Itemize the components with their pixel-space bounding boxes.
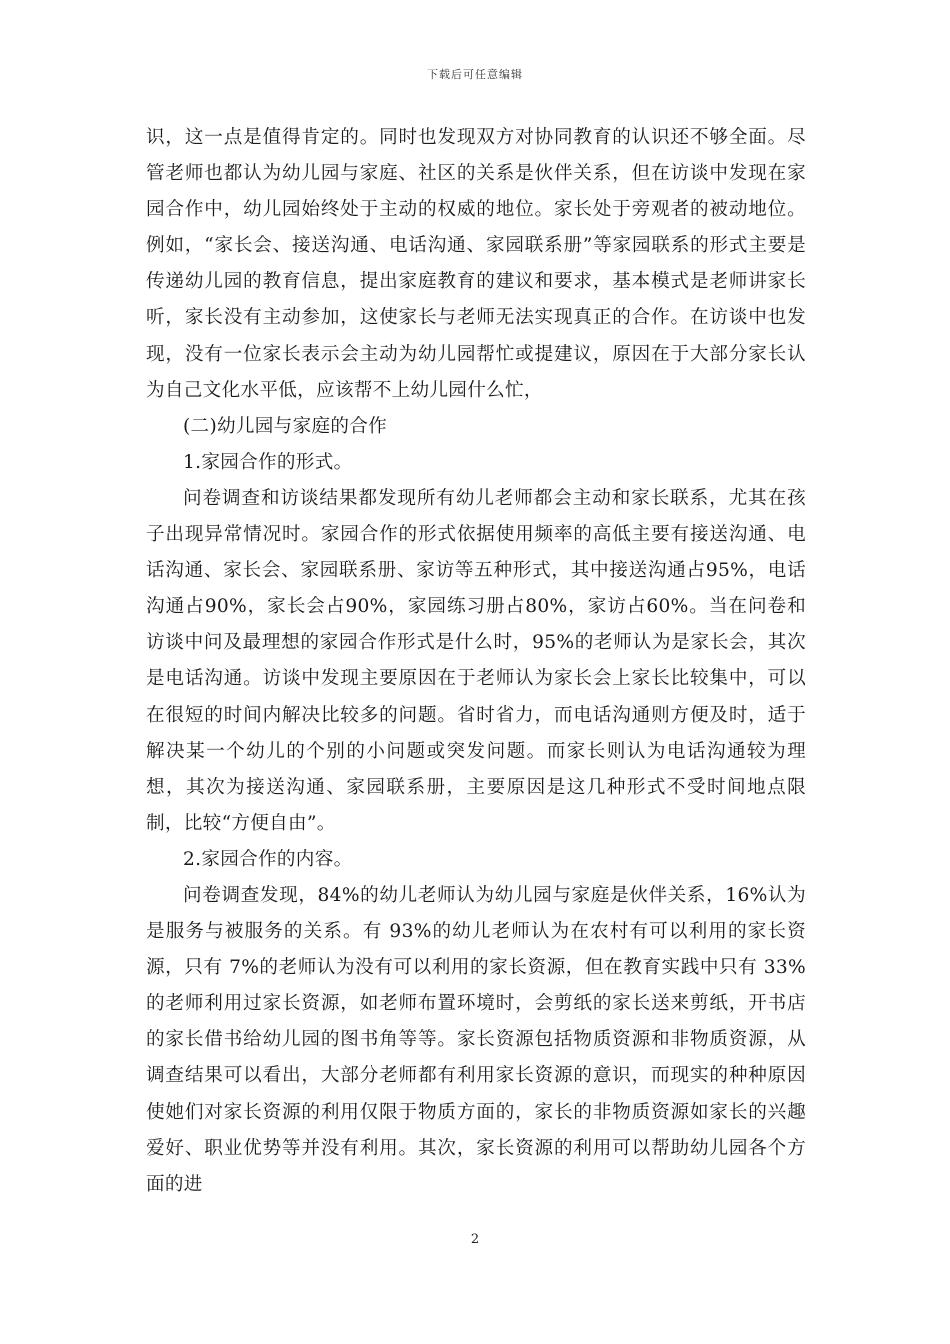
page-header: 下载后可任意编辑	[427, 68, 523, 81]
subsection-heading-forms: 1.家园合作的形式。	[183, 451, 353, 473]
paragraph-content: 问卷调查发现，84%的幼儿老师认为幼儿园与家庭是伙伴关系，16%认为是服务与被服务的关系。有 93%的幼儿老师认为在农村有可以利用的家长资源，只有 7%的老师认为没有可以利用的家长资源，但在教育实践中只有 33%的老师利用过家长资源，如老师布置环境时，会剪纸的家长送来剪纸，开书店的家长借书给幼儿园的图书角等等。家长资源包括物质资源和非物质资源，从调查结果可以看出，大部分老师都有利用家长资源的意识，而现实的种种原因使她们对家长资源的利用仅限于物质方面的，家长的非物质资源如家长的兴趣爱好、职业优势等并没有利用。其次，家长资源的利用可以帮助幼儿园各个方面的进	[146, 884, 806, 1195]
paragraph-forms: 问卷调查和访谈结果都发现所有幼儿老师都会主动和家长联系，尤其在孩子出现异常情况时。家园合作的形式依据使用频率的高低主要有接送沟通、电话沟通、家长会、家园联系册、家访等五种形式，其中接送沟通占95%，电话沟通占90%，家长会占90%，家园练习册占80%，家访占60%。当在问卷和访谈中问及最理想的家园合作形式是什么时，95%的老师认为是家长会，其次是电话沟通。访谈中发现主要原因在于老师认为家长会上家长比较集中，可以在很短的时间内解决比较多的问题。省时省力，而电话沟通则方便及时，适于解决某一个幼儿的个别的小问题或突发问题。而家长则认为电话沟通较为理想，其次为接送沟通、家园联系册，主要原因是这几种形式不受时间地点限制，比较“方便自由”。	[146, 487, 806, 834]
document-body	[146, 120, 806, 1203]
paragraph-continuation: 识，这一点是值得肯定的。同时也发现双方对协同教育的认识还不够全面。尽管老师也都认为幼儿园与家庭、社区的关系是伙伴关系，但在访谈中发现在家园合作中，幼儿园始终处于主动的权威的地位。家长处于旁观者的被动地位。例如，“家长会、接送沟通、电话沟通、家园联系册”等家园联系的形式主要是传递幼儿园的教育信息，提出家庭教育的建议和要求，基本模式是老师讲家长听，家长没有主动参加，这使家长与老师无法实现真正的合作。在访谈中也发现，没有一位家长表示会主动为幼儿园帮忙或提建议，原因在于大部分家长认为自己文化水平低，应该帮不上幼儿园什么忙，	[146, 127, 806, 401]
section-heading: (二)幼儿园与家庭的合作	[183, 415, 388, 437]
page-number: 2	[470, 1232, 480, 1247]
subsection-heading-content: 2.家园合作的内容。	[183, 848, 353, 870]
